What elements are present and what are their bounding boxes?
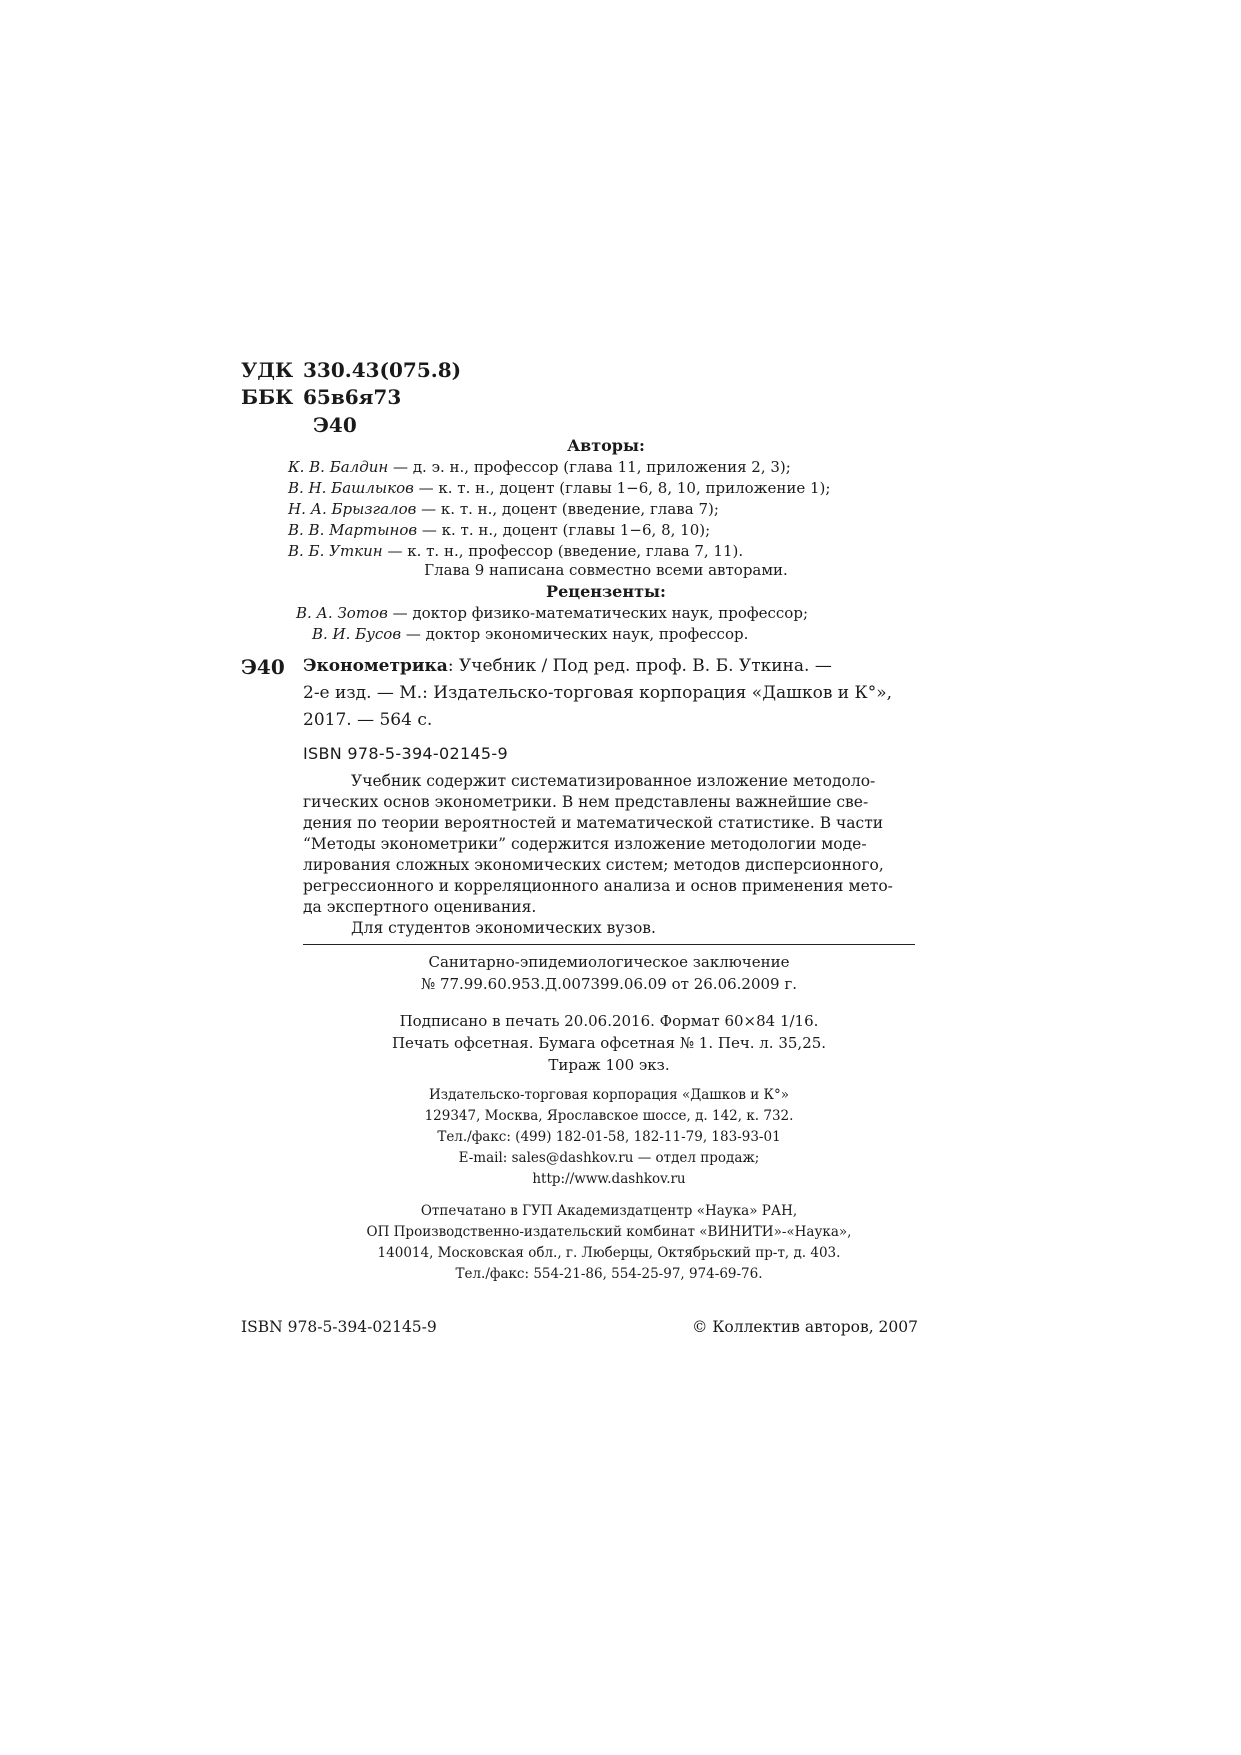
- annotation-line: гических основ эконометрики. В нем представлены важнейшие све-: [303, 793, 869, 811]
- author-row: [288, 478, 830, 499]
- annotation-line: дения по теории вероятностей и математической статистике. В части: [303, 814, 884, 832]
- author-desc: — к. т. н., профессор (введение, глава 7, 11).: [382, 542, 744, 560]
- annotation-line: “Методы эконометрики” содержится изложение методологии моде-: [303, 835, 867, 853]
- author-row: [288, 499, 830, 520]
- entry-line3: 2017. — 564 с.: [303, 710, 433, 730]
- author-row: [288, 520, 830, 541]
- entry-line1: : Учебник / Под ред. проф. В. Б. Уткина. —: [447, 656, 832, 676]
- annotation: [303, 771, 917, 939]
- print-info-block: [303, 1010, 915, 1076]
- udk-label: УДК: [241, 358, 294, 382]
- audience-line: Для студентов экономических вузов.: [351, 919, 656, 937]
- reviewer-desc: — доктор экономических наук, профессор.: [401, 625, 749, 643]
- publisher-line2: 129347, Москва, Ярославское шоссе, д. 142, к. 732.: [424, 1108, 794, 1124]
- authors-list: [288, 457, 830, 562]
- sanitary-line2: № 77.99.60.953.Д.007399.06.09 от 26.06.2009 г.: [420, 975, 797, 993]
- entry-mark: Э40: [241, 655, 285, 679]
- reviewers-list: [296, 603, 808, 645]
- author-desc: — к. т. н., доцент (введение, глава 7);: [416, 500, 719, 518]
- author-mark: Э40: [313, 413, 357, 437]
- footer-copyright: © Коллектив авторов, 2007: [691, 1318, 918, 1336]
- publisher-line4: E-mail: sales@dashkov.ru — отдел продаж;: [458, 1150, 760, 1166]
- author-name: В. Н. Башлыков: [288, 479, 414, 497]
- reviewer-name: В. И. Бусов: [312, 625, 402, 643]
- authors-title: Авторы:: [567, 436, 645, 455]
- author-desc: — к. т. н., доцент (главы 1−6, 8, 10);: [417, 521, 711, 539]
- reviewer-desc: — доктор физико-математических наук, профессор;: [387, 604, 808, 622]
- printer-line1: Отпечатано в ГУП Академиздатцентр «Наука» РАН,: [420, 1203, 798, 1219]
- sanitary-block: [303, 951, 915, 995]
- reviewers-title: Рецензенты:: [546, 582, 666, 601]
- author-desc: — к. т. н., доцент (главы 1−6, 8, 10, приложение 1);: [413, 479, 831, 497]
- bibliographic-entry: [303, 653, 909, 734]
- author-name: К. В. Балдин: [288, 458, 389, 476]
- print-line2: Печать офсетная. Бумага офсетная № 1. Печ. л. 35,25.: [391, 1034, 827, 1052]
- author-desc: — д. э. н., профессор (глава 11, приложения 2, 3);: [388, 458, 791, 476]
- publisher-line5: http://www.dashkov.ru: [532, 1171, 686, 1187]
- author-name: В. В. Мартынов: [288, 521, 418, 539]
- sanitary-line1: Санитарно-эпидемиологическое заключение: [428, 953, 790, 971]
- divider: [303, 944, 915, 945]
- publisher-block: [303, 1085, 915, 1190]
- reviewer-row: [296, 624, 808, 645]
- publisher-line3: Тел./факс: (499) 182-01-58, 182-11-79, 183-93-01: [437, 1129, 781, 1145]
- entry-line2: 2-е изд. — М.: Издательско-торговая корпорация «Дашков и К°»,: [303, 683, 892, 703]
- author-name: Н. А. Брызгалов: [288, 500, 417, 518]
- author-name: В. Б. Уткин: [288, 542, 383, 560]
- udk-value: 330.43(075.8): [303, 358, 462, 382]
- printer-line4: Тел./факс: 554-21-86, 554-25-97, 974-69-76.: [455, 1266, 763, 1282]
- joint-note: Глава 9 написана совместно всеми авторами.: [424, 561, 788, 579]
- bbk-value: 65в6я73: [303, 385, 402, 409]
- author-row: [288, 541, 830, 562]
- print-line3: Тираж 100 экз.: [548, 1056, 670, 1074]
- annotation-line: Учебник содержит систематизированное изложение методоло-: [351, 772, 876, 790]
- print-line1: Подписано в печать 20.06.2016. Формат 60×84 1/16.: [399, 1012, 819, 1030]
- printer-line3: 140014, Московская обл., г. Люберцы, Октябрьский пр-т, д. 403.: [377, 1245, 841, 1261]
- publisher-line1: Издательско-торговая корпорация «Дашков и К°»: [428, 1087, 789, 1103]
- isbn-top: ISBN 978-5-394-02145-9: [303, 744, 508, 763]
- reviewer-row: [296, 603, 808, 624]
- footer-isbn: ISBN 978-5-394-02145-9: [241, 1318, 437, 1336]
- annotation-line: лирования сложных экономических систем; методов дисперсионного,: [303, 856, 884, 874]
- authors-section: [303, 436, 909, 455]
- printer-line2: ОП Производственно-издательский комбинат «ВИНИТИ»-«Наука»,: [366, 1224, 852, 1240]
- book-title: Эконометрика: [303, 656, 448, 676]
- author-row: [288, 457, 830, 478]
- annotation-line: регрессионного и корреляционного анализа и основ применения мето-: [303, 877, 893, 895]
- reviewers-section: [303, 582, 909, 601]
- reviewer-name: В. А. Зотов: [296, 604, 388, 622]
- bbk-label: ББК: [241, 385, 294, 409]
- printer-block: [303, 1201, 915, 1285]
- annotation-line: да экспертного оценивания.: [303, 898, 537, 916]
